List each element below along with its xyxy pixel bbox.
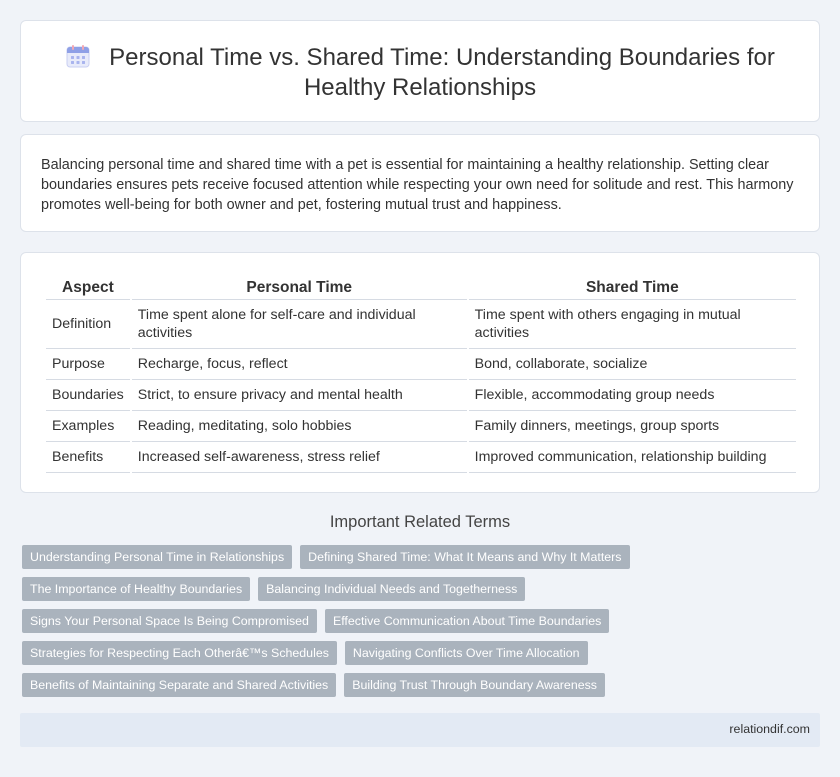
intro-paragraph: Balancing personal time and shared time with a pet is essential for maintaining a healthy relationship. Setting clear boundaries ensures pets receive focused attention while respecting your own need for solitude and rest. This harmony promotes well-being for both owner and pet, fostering mutual trust and happiness. <box>41 157 794 213</box>
related-term-tag[interactable]: Understanding Personal Time in Relationships <box>22 545 292 569</box>
table-row <box>46 380 796 411</box>
row-personal: Recharge, focus, reflect <box>132 349 467 380</box>
related-term-tag[interactable]: Signs Your Personal Space Is Being Compromised <box>22 609 317 633</box>
row-aspect: Benefits <box>46 442 130 473</box>
row-personal: Increased self-awareness, stress relief <box>132 442 467 473</box>
table-row <box>46 349 796 380</box>
comparison-card <box>20 252 820 493</box>
row-shared: Improved communication, relationship building <box>469 442 796 473</box>
related-term-tag[interactable]: Defining Shared Time: What It Means and Why It Matters <box>300 545 629 569</box>
row-aspect: Purpose <box>46 349 130 380</box>
header-shared-time: Shared Time <box>469 276 796 300</box>
comparison-table <box>44 276 798 473</box>
page-title-wrap <box>21 43 819 103</box>
table-row <box>46 442 796 473</box>
calendar-icon <box>65 43 91 69</box>
row-shared: Bond, collaborate, socialize <box>469 349 796 380</box>
row-aspect: Examples <box>46 411 130 442</box>
footer-bar <box>20 713 820 747</box>
related-term-tag[interactable]: Building Trust Through Boundary Awareness <box>344 673 605 697</box>
row-aspect: Boundaries <box>46 380 130 411</box>
title-card <box>20 20 820 122</box>
footer-site-name: relationdif.com <box>729 722 810 736</box>
table-header-row <box>46 276 796 300</box>
related-term-tag[interactable]: Effective Communication About Time Boundaries <box>325 609 609 633</box>
related-term-tag[interactable]: Benefits of Maintaining Separate and Shared Activities <box>22 673 336 697</box>
table-row <box>46 300 796 349</box>
related-term-tag[interactable]: The Importance of Healthy Boundaries <box>22 577 250 601</box>
row-personal: Reading, meditating, solo hobbies <box>132 411 467 442</box>
related-term-tag[interactable]: Balancing Individual Needs and Togetherness <box>258 577 525 601</box>
row-personal: Strict, to ensure privacy and mental health <box>132 380 467 411</box>
page-title: Personal Time vs. Shared Time: Understanding Boundaries for Healthy Relationships <box>109 44 775 101</box>
related-terms-list <box>22 545 812 697</box>
row-shared: Flexible, accommodating group needs <box>469 380 796 411</box>
related-term-tag[interactable]: Navigating Conflicts Over Time Allocation <box>345 641 588 665</box>
row-aspect: Definition <box>46 300 130 349</box>
related-term-tag[interactable]: Strategies for Respecting Each Otherâ€™s Schedules <box>22 641 337 665</box>
row-shared: Time spent with others engaging in mutual activities <box>469 300 796 349</box>
table-row <box>46 411 796 442</box>
intro-card <box>20 134 820 232</box>
header-aspect: Aspect <box>46 276 130 300</box>
header-personal-time: Personal Time <box>132 276 467 300</box>
related-terms-heading: Important Related Terms <box>329 513 511 531</box>
row-shared: Family dinners, meetings, group sports <box>469 411 796 442</box>
row-personal: Time spent alone for self-care and individual activities <box>132 300 467 349</box>
